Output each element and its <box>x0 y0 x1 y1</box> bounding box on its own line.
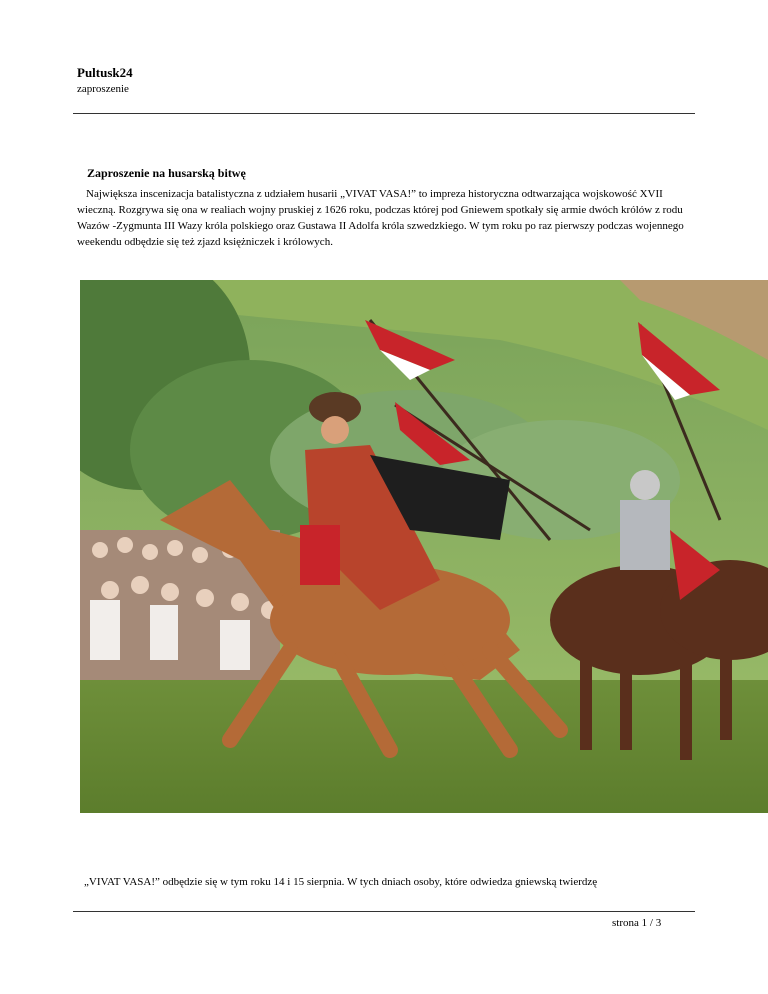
site-name: Pultusk24 <box>77 65 133 80</box>
article-lead-text: Największa inscenizacja batalistyczna z udziałem husarii „VIVAT VASA!” to impreza historyczna odtwarzająca wojskowość XVII wieczną. Rozgrywa się ona w realiach wojny pruskiej z 1626 roku, podczas której pod Gniewem spotkały się armie dwóch królów z rodu Wazów -Zygmunta III Wazy króla polskiego oraz Gustawa II Adolfa króla szwedzkiego. W tym roku po raz pierwszy podczas wojennego weekendu odbędzie się też zjazd księżniczek i królowych. <box>77 188 684 248</box>
page-number: strona 1 / 3 <box>612 917 662 929</box>
footer-divider <box>73 911 695 912</box>
article-lead <box>77 186 687 250</box>
article-continuation: „VIVAT VASA!” odbędzie się w tym roku 14 i 15 sierpnia. W tych dniach osoby, które odwiedza gniewską twierdzę <box>84 876 598 888</box>
article-photo <box>80 280 768 813</box>
section-label: zaproszenie <box>77 83 129 95</box>
header-divider <box>73 113 695 114</box>
hussar-photo-illustration <box>80 280 768 813</box>
article-title: Zaproszenie na husarską bitwę <box>87 166 246 180</box>
